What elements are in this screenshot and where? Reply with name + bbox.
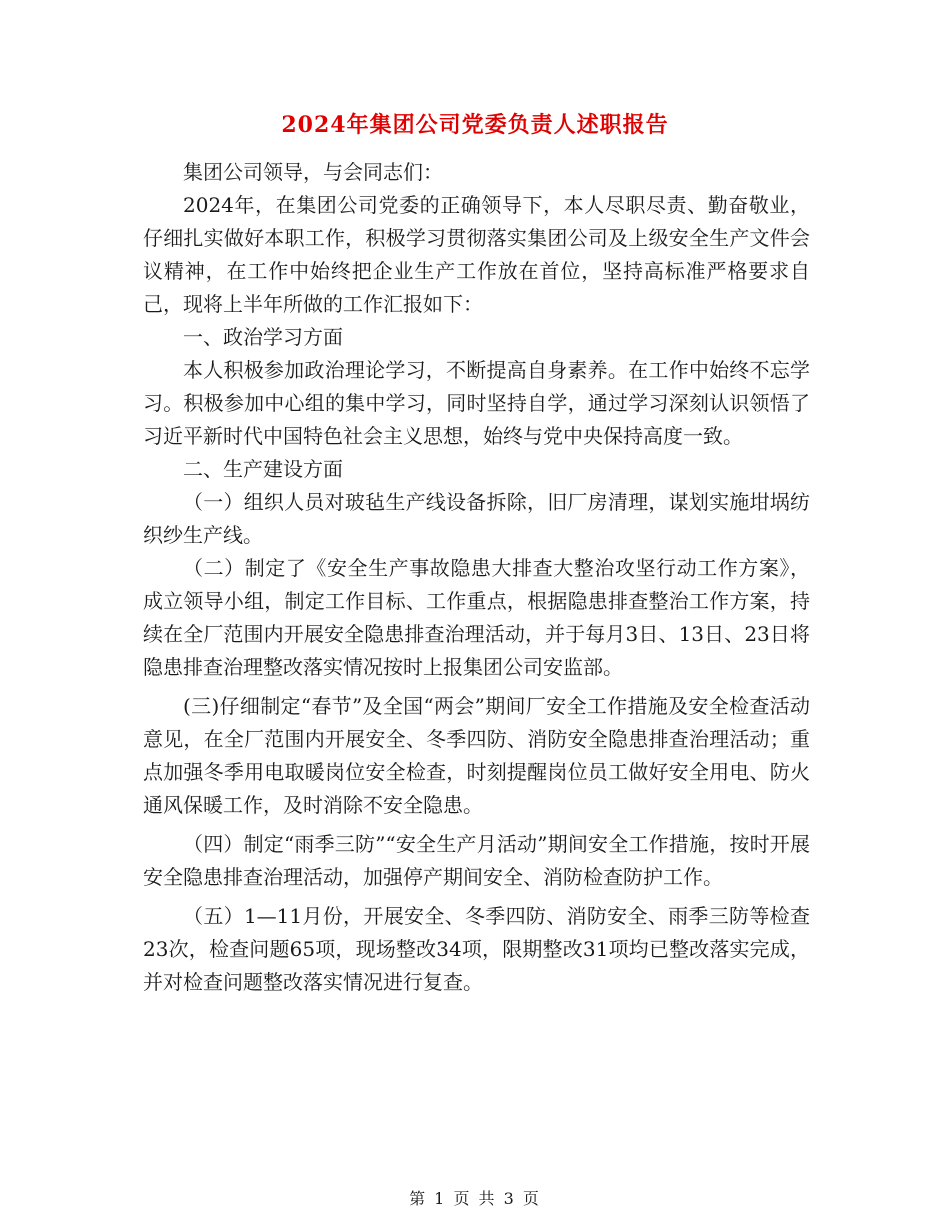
section-heading-production: 二、生产建设方面 [183,457,343,481]
salutation-paragraph: 集团公司领导，与会同志们： [183,160,443,184]
document-body [143,156,810,999]
production-item-1: （一）组织人员对玻毡生产线设备拆除，旧厂房清理，谋划实施坩埚纺织纱生产线。 [143,490,810,547]
production-item-3: (三)仔细制定“春节”及全国“两会”期间厂安全工作措施及安全检查活动意见，在全厂范围内开展安全、冬季四防、消防安全隐患排查治理活动；重点加强冬季用电取暖岗位安全检查，时刻提醒岗位员工做好安全用电、防火通风保暖工作，及时消除不安全隐患。 [143,694,810,817]
intro-paragraph: 2024年，在集团公司党委的正确领导下，本人尽职尽责、勤奋敬业，仔细扎实做好本职工作，积极学习贯彻落实集团公司及上级安全生产文件会议精神，在工作中始终把企业生产工作放在首位，坚持高标准严格要求自己，现将上半年所做的工作汇报如下： [143,193,810,316]
production-item-2: （二）制定了《安全生产事故隐患大排查大整治攻坚行动工作方案》，成立领导小组，制定工作目标、工作重点，根据隐患排查整治工作方案，持续在全厂范围内开展安全隐患排查治理活动，并于每月3日、13日、23日将隐患排查治理整改落实情况按时上报集团公司安监部。 [143,556,810,679]
page-footer: 第 1 页 共 3 页 [409,1189,541,1208]
section-heading-politics: 一、政治学习方面 [183,325,343,349]
production-item-4: （四）制定“雨季三防”“安全生产月活动”期间安全工作措施，按时开展安全隐患排查治理活动，加强停产期间安全、消防检查防护工作。 [143,832,810,889]
production-item-5: （五）1—11月份，开展安全、冬季四防、消防安全、雨季三防等检查23次，检查问题65项，现场整改34项，限期整改31项均已整改落实完成，并对检查问题整改落实情况进行复查。 [143,904,810,994]
document-title: 2024年集团公司党委负责人述职报告 [281,112,669,138]
politics-paragraph: 本人积极参加政治理论学习，不断提高自身素养。在工作中始终不忘学习。积极参加中心组的集中学习，同时坚持自学，通过学习深刻认识领悟了习近平新时代中国特色社会主义思想，始终与党中央保持高度一致。 [143,358,810,448]
